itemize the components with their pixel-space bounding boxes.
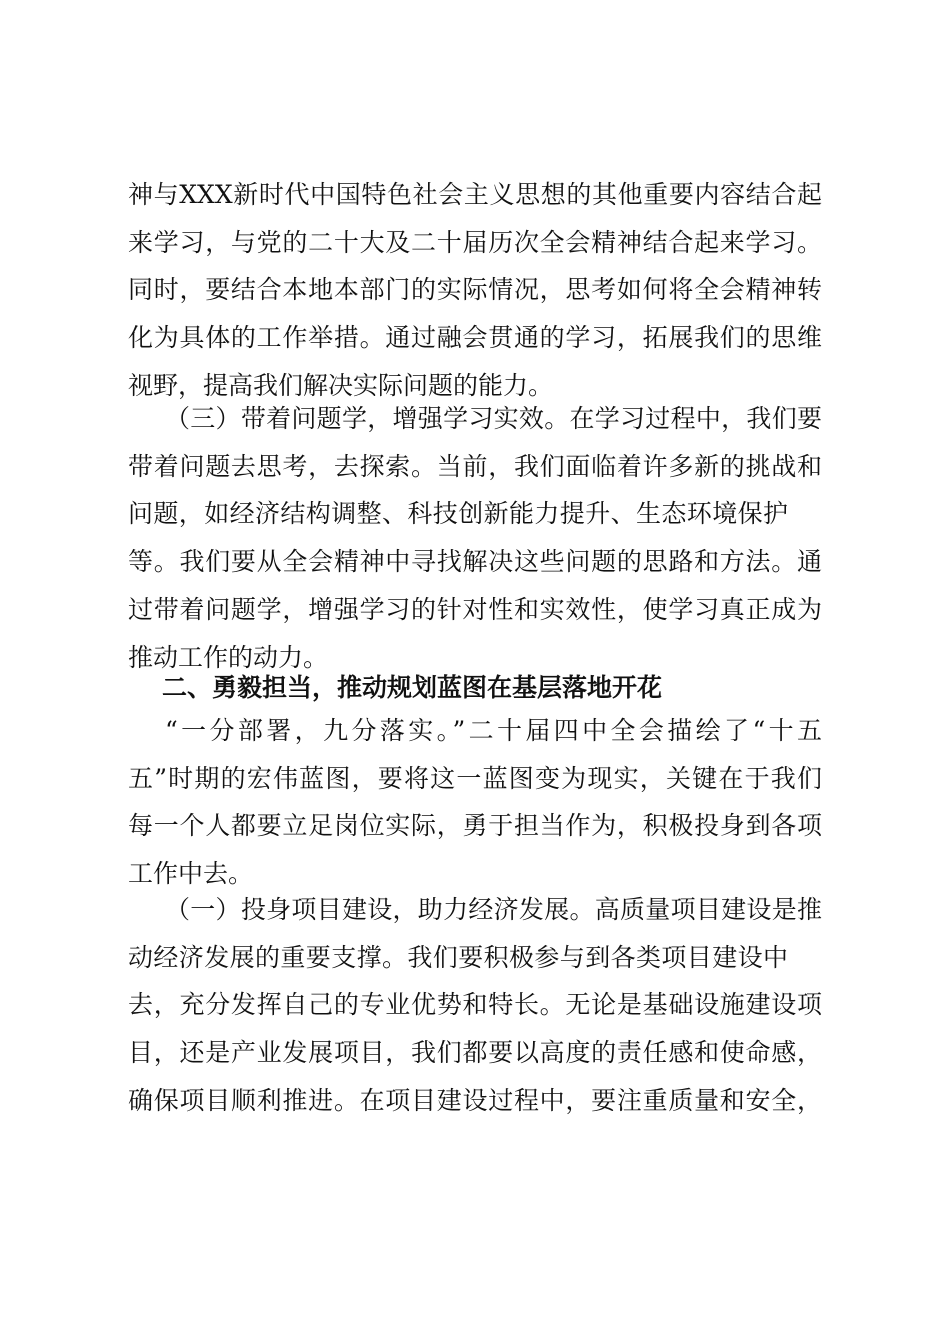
text-line: 来学习，与党的二十大及二十届历次全会精神结合起来学习。 xyxy=(128,228,822,257)
text-line: 工作中去。 xyxy=(128,859,254,888)
text-line: 带着问题去思考，去探索。当前，我们面临着许多新的挑战和 xyxy=(128,452,822,481)
text-line: 去，充分发挥自己的专业优势和特长。无论是基础设施建设项 xyxy=(128,990,822,1019)
text-line: 视野，提高我们解决实际问题的能力。 xyxy=(128,371,554,400)
text-line: “一分部署，九分落实。”二十届四中全会描绘了“十五 xyxy=(165,716,822,745)
text-line: 五”时期的宏伟蓝图，要将这一蓝图变为现实，关键在于我们 xyxy=(128,764,822,793)
text-line: 等。我们要从全会精神中寻找解决这些问题的思路和方法。通 xyxy=(128,547,822,576)
text-line: 目，还是产业发展项目，我们都要以高度的责任感和使命感， xyxy=(128,1038,822,1067)
text-line: 推动工作的动力。 xyxy=(128,643,329,672)
section-heading: 二、勇毅担当，推动规划蓝图在基层落地开花 xyxy=(162,673,663,702)
text-line: 同时，要结合本地本部门的实际情况，思考如何将全会精神转 xyxy=(128,275,822,304)
text-line: （一）投身项目建设，助力经济发展。高质量项目建设是推 xyxy=(165,895,822,924)
text-line: 确保项目顺利推进。在项目建设过程中，要注重质量和安全， xyxy=(128,1086,822,1115)
text-line: 过带着问题学，增强学习的针对性和实效性，使学习真正成为 xyxy=(128,595,822,624)
text-line: 问题，如经济结构调整、科技创新能力提升、生态环境保护 xyxy=(128,499,788,528)
text-line: 神与XXX新时代中国特色社会主义思想的其他重要内容结合起 xyxy=(128,180,822,209)
text-line: 化为具体的工作举措。通过融会贯通的学习，拓展我们的思维 xyxy=(128,323,822,352)
text-line: 每一个人都要立足岗位实际，勇于担当作为，积极投身到各项 xyxy=(128,811,822,840)
text-line: 动经济发展的重要支撑。我们要积极参与到各类项目建设中 xyxy=(128,943,788,972)
text-line: （三）带着问题学，增强学习实效。在学习过程中，我们要 xyxy=(165,404,822,433)
